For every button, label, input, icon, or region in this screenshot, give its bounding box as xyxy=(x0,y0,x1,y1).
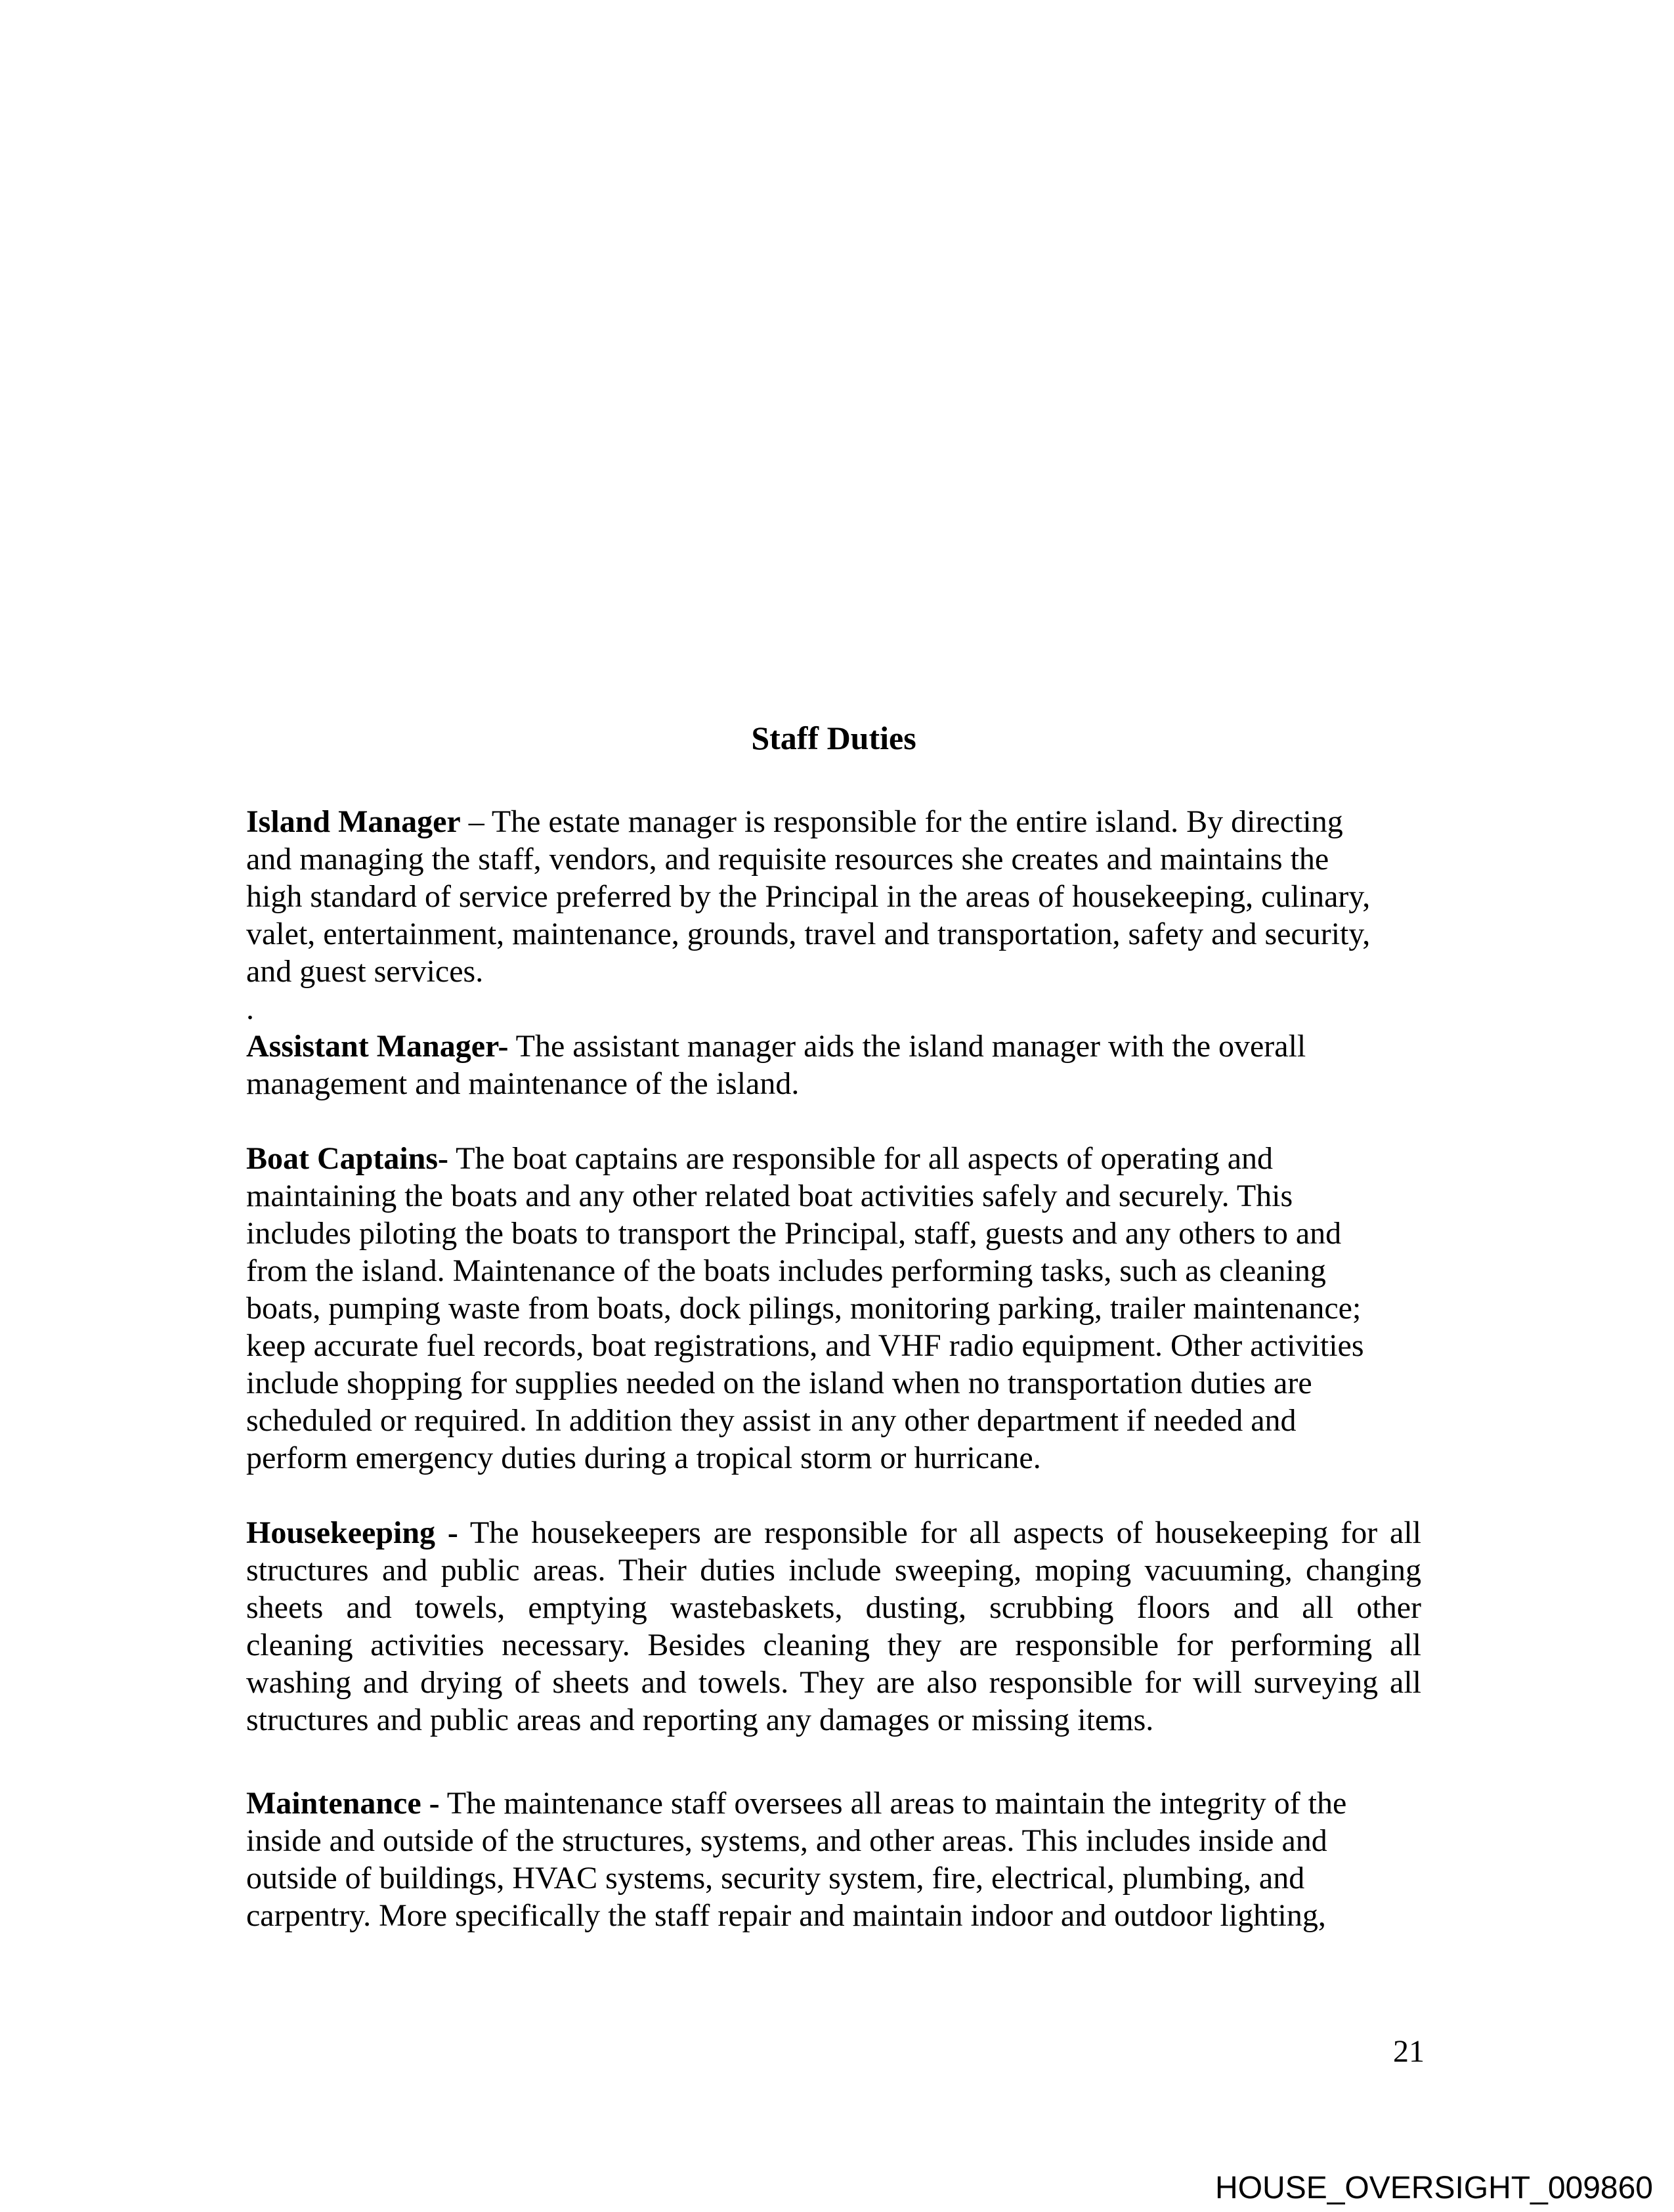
page-title: Staff Duties xyxy=(751,720,916,756)
paragraph-assistant-manager xyxy=(246,1028,1421,1102)
text-line: valet, entertainment, maintenance, grounds, travel and transportation, safety and security, xyxy=(246,917,1371,951)
page-number: 21 xyxy=(1393,2034,1425,2069)
paragraph-lead: Maintenance - xyxy=(246,1786,440,1821)
paragraph-island-manager xyxy=(246,803,1421,990)
document-content xyxy=(246,720,1421,1934)
text-line xyxy=(246,1514,1421,1551)
text-line xyxy=(246,803,1421,840)
paragraph-lead-rest: The assistant manager aids the island manager with the overall xyxy=(508,1029,1306,1064)
text-line: sheets and towels, emptying wastebaskets, dusting, scrubbing floors and all other xyxy=(246,1590,1421,1625)
text-line xyxy=(246,1140,1421,1177)
text-line: inside and outside of the structures, systems, and other areas. This includes inside and xyxy=(246,1823,1327,1858)
paragraph-lead: Housekeeping - xyxy=(246,1515,458,1550)
text-line: include shopping for supplies needed on the island when no transportation duties are xyxy=(246,1366,1312,1400)
text-line: washing and drying of sheets and towels. They are also responsible for will surveying all xyxy=(246,1665,1421,1700)
text-line xyxy=(246,1785,1421,1822)
paragraph-lead-rest: – The estate manager is responsible for the entire island. By directing xyxy=(460,804,1343,839)
bates-number: HOUSE_OVERSIGHT_009860 xyxy=(1215,2171,1653,2205)
paragraph-maintenance xyxy=(246,1785,1421,1934)
paragraph-lead-rest: The housekeepers are responsible for all aspects of housekeeping for all xyxy=(458,1515,1422,1550)
paragraph-housekeeping xyxy=(246,1514,1421,1739)
paragraph-lead: Assistant Manager- xyxy=(246,1029,509,1064)
text-line: structures and public areas and reporting any damages or missing items. xyxy=(246,1702,1154,1737)
text-line: and guest services. xyxy=(246,954,484,989)
paragraph-lead-rest: The boat captains are responsible for all aspects of operating and xyxy=(448,1141,1274,1176)
paragraph-lead: Boat Captains- xyxy=(246,1141,449,1176)
paragraph-lead: Island Manager xyxy=(246,804,461,839)
text-line: structures and public areas. Their duties include sweeping, moping vacuuming, changing xyxy=(246,1553,1421,1588)
text-line: keep accurate fuel records, boat registrations, and VHF radio equipment. Other activities xyxy=(246,1328,1364,1363)
paragraph-boat-captains xyxy=(246,1140,1421,1477)
text-line: cleaning activities necessary. Besides cleaning they are responsible for performing all xyxy=(246,1628,1421,1662)
text-line: carpentry. More specifically the staff repair and maintain indoor and outdoor lighting, xyxy=(246,1898,1326,1933)
text-line: scheduled or required. In addition they assist in any other department if needed and xyxy=(246,1403,1297,1438)
stray-period-line xyxy=(246,990,1421,1028)
text-line: and managing the staff, vendors, and requisite resources she creates and maintains the xyxy=(246,842,1329,877)
text-line: from the island. Maintenance of the boats includes performing tasks, such as cleaning xyxy=(246,1253,1326,1288)
text-line xyxy=(246,1028,1421,1065)
text-line: perform emergency duties during a tropical storm or hurricane. xyxy=(246,1441,1041,1475)
text-line: boats, pumping waste from boats, dock pilings, monitoring parking, trailer maintenance; xyxy=(246,1291,1362,1326)
text-line: includes piloting the boats to transport the Principal, staff, guests and any others to and xyxy=(246,1216,1342,1251)
text-line: management and maintenance of the island. xyxy=(246,1066,800,1101)
text-line: high standard of service preferred by the Principal in the areas of housekeeping, culinary, xyxy=(246,879,1371,914)
text-line: . xyxy=(246,991,254,1026)
text-line: maintaining the boats and any other related boat activities safely and securely. This xyxy=(246,1179,1293,1213)
text-line: outside of buildings, HVAC systems, security system, fire, electrical, plumbing, and xyxy=(246,1861,1305,1896)
paragraph-lead-rest: The maintenance staff oversees all areas to maintain the integrity of the xyxy=(439,1786,1347,1821)
